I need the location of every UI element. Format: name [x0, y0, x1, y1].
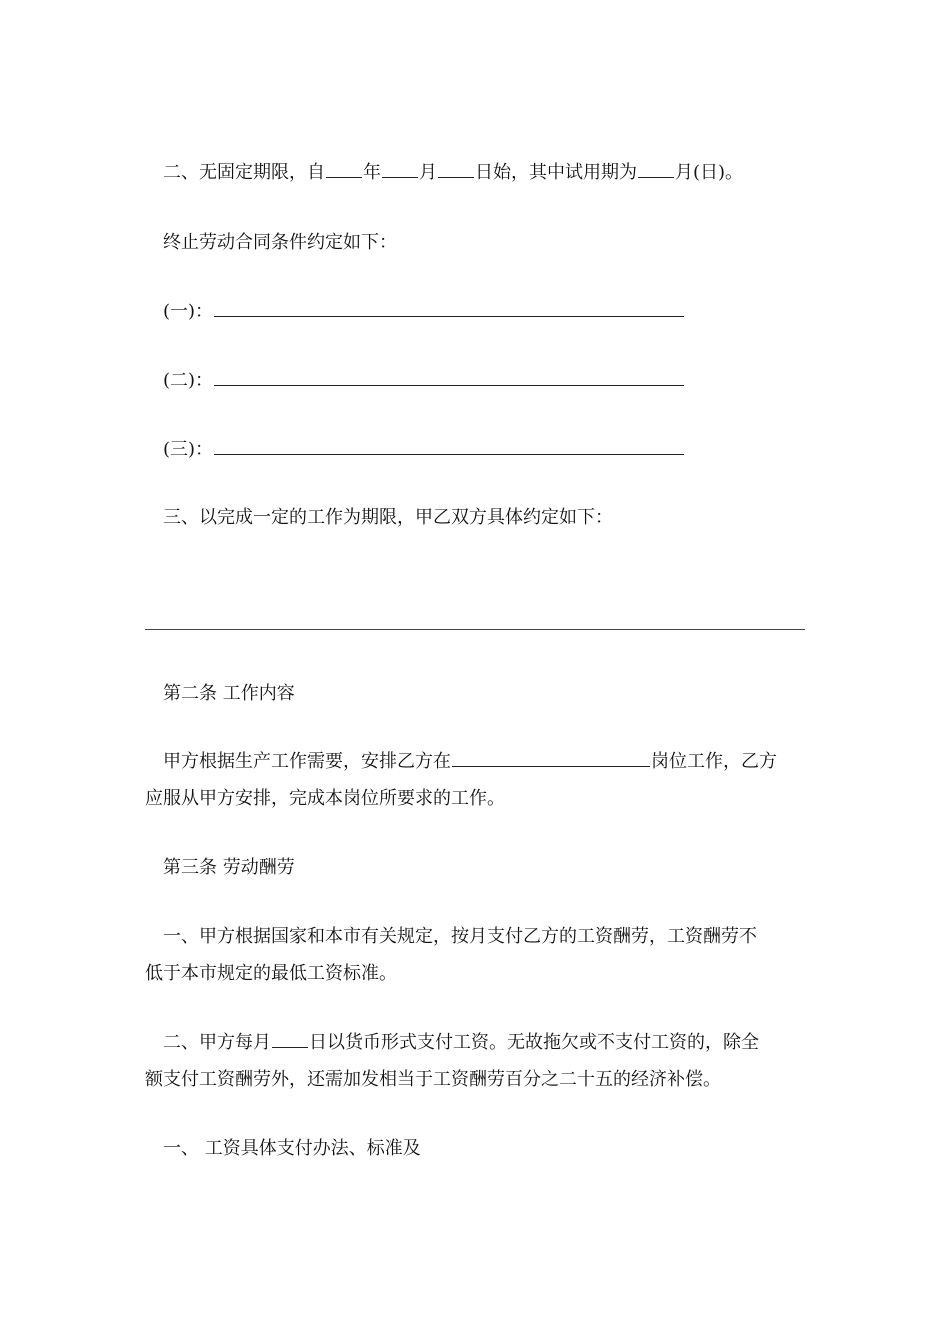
article-3-item-2-line-2: 额支付工资酬劳外，还需加发相当于工资酬劳百分之二十五的经济补偿。 [145, 1069, 721, 1090]
fixed-period-text-3: 月 [419, 162, 437, 183]
task-period-clause: 三、以完成一定的工作为期限，甲乙双方具体约定如下： [163, 507, 613, 528]
article-3-item-1-line-1: 一、甲方根据国家和本市有关规定，按月支付乙方的工资酬劳，工资酬劳不 [163, 926, 757, 947]
article-3-item-2-text-2: 日以货币形式支付工资。无故拖欠或不支付工资的，除全 [309, 1032, 759, 1053]
fixed-period-text-5: 月(日)。 [675, 162, 744, 183]
article-2-title: 第二条 工作内容 [163, 683, 295, 704]
probation-blank[interactable] [638, 159, 674, 178]
fill-in-line[interactable] [145, 629, 805, 630]
article-3-item-2-line-1 [145, 1024, 823, 1061]
article-3-item-1-line-2: 低于本市规定的最低工资标准。 [145, 963, 397, 984]
position-blank[interactable] [452, 748, 650, 767]
article-3-item-2-text-1: 二、甲方每月 [163, 1032, 271, 1053]
article-2-text-1: 甲方根据生产工作需要，安排乙方在 [163, 751, 451, 772]
article-3-item-3: 一、 工资具体支付办法、标准及 [163, 1138, 421, 1159]
termination-item-2 [145, 362, 823, 399]
fixed-period-text-1: 二、无固定期限，自 [163, 162, 325, 183]
termination-item-3 [145, 431, 823, 468]
termination-item-blank[interactable] [214, 298, 684, 317]
article-2-text-line-2: 应服从甲方安排，完成本岗位所要求的工作。 [145, 788, 505, 809]
article-2-text-line-1 [145, 743, 823, 780]
termination-item-label: (三)： [163, 439, 214, 460]
termination-heading: 终止劳动合同条件约定如下： [163, 232, 397, 253]
termination-item-blank[interactable] [214, 367, 684, 386]
fixed-period-text-4: 日始，其中试用期为 [475, 162, 637, 183]
fixed-period-clause [145, 154, 823, 191]
article-2-text-2: 岗位工作，乙方 [651, 751, 777, 772]
pay-day-blank[interactable] [272, 1029, 308, 1048]
termination-item-blank[interactable] [214, 436, 684, 455]
day-blank[interactable] [438, 159, 474, 178]
month-blank[interactable] [382, 159, 418, 178]
termination-item-1 [145, 293, 823, 330]
article-3-title: 第三条 劳动酬劳 [163, 857, 295, 878]
termination-item-label: (一)： [163, 301, 214, 322]
year-blank[interactable] [326, 159, 362, 178]
termination-item-label: (二)： [163, 370, 214, 391]
fixed-period-text-2: 年 [363, 162, 381, 183]
